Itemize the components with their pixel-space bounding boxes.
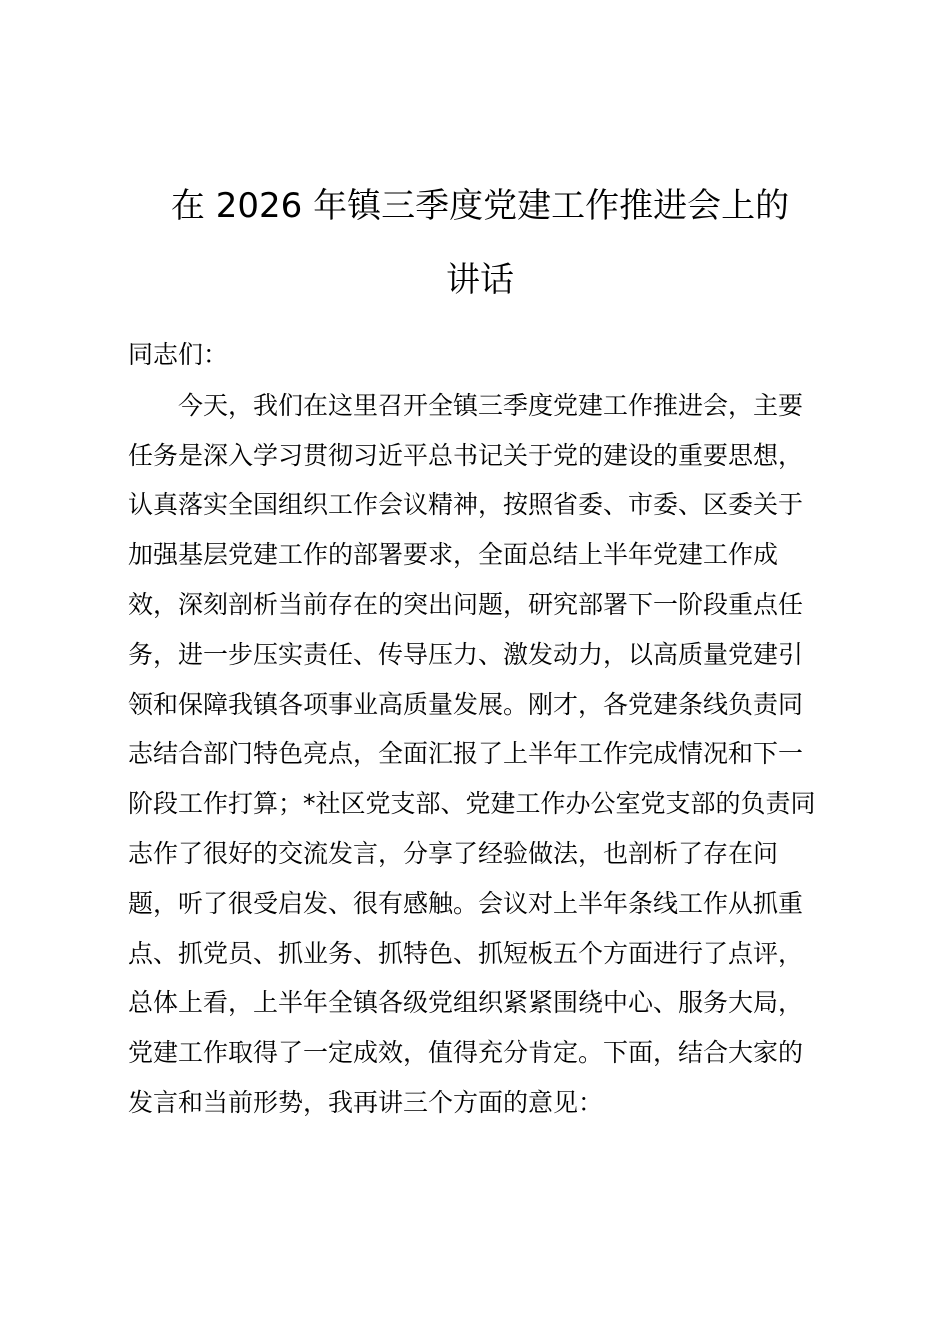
paragraph-line-15: 发言和当前形势，我再讲三个方面的意见： (128, 1088, 604, 1117)
paragraph-line-7: 领和保障我镇各项事业高质量发展。刚才，各党建条线负责同 (128, 690, 804, 719)
paragraph-line-3: 认真落实全国组织工作会议精神，按照省委、市委、区委关于 (128, 490, 804, 519)
paragraph-line-14: 党建工作取得了一定成效，值得充分肯定。下面，结合大家的 (128, 1038, 804, 1067)
document-title-line-2: 讲话 (446, 260, 514, 300)
document-title-line-1: 在 2026 年镇三季度党建工作推进会上的 (170, 186, 790, 226)
paragraph-line-10: 志作了很好的交流发言，分享了经验做法，也剖析了存在问 (128, 839, 779, 868)
paragraph-line-2: 任务是深入学习贯彻习近平总书记关于党的建设的重要思想， (128, 441, 804, 470)
paragraph-line-5: 效，深刻剖析当前存在的突出问题，研究部署下一阶段重点任 (128, 590, 804, 619)
paragraph-line-13: 总体上看，上半年全镇各级党组织紧紧围绕中心、服务大局， (128, 988, 804, 1017)
paragraph-line-6: 务，进一步压实责任、传导压力、激发动力，以高质量党建引 (128, 640, 804, 669)
paragraph-line-11: 题，听了很受启发、很有感触。会议对上半年条线工作从抓重 (128, 889, 804, 918)
paragraph-line-9: 阶段工作打算；*社区党支部、党建工作办公室党支部的负责同 (128, 789, 816, 818)
paragraph-line-12: 点、抓党员、抓业务、抓特色、抓短板五个方面进行了点评， (128, 939, 804, 968)
paragraph-line-8: 志结合部门特色亮点，全面汇报了上半年工作完成情况和下一 (128, 739, 804, 768)
paragraph-line-1: 今天，我们在这里召开全镇三季度党建工作推进会，主要 (128, 391, 804, 420)
paragraph-line-4: 加强基层党建工作的部署要求，全面总结上半年党建工作成 (128, 540, 779, 569)
salutation: 同志们： (128, 340, 229, 369)
